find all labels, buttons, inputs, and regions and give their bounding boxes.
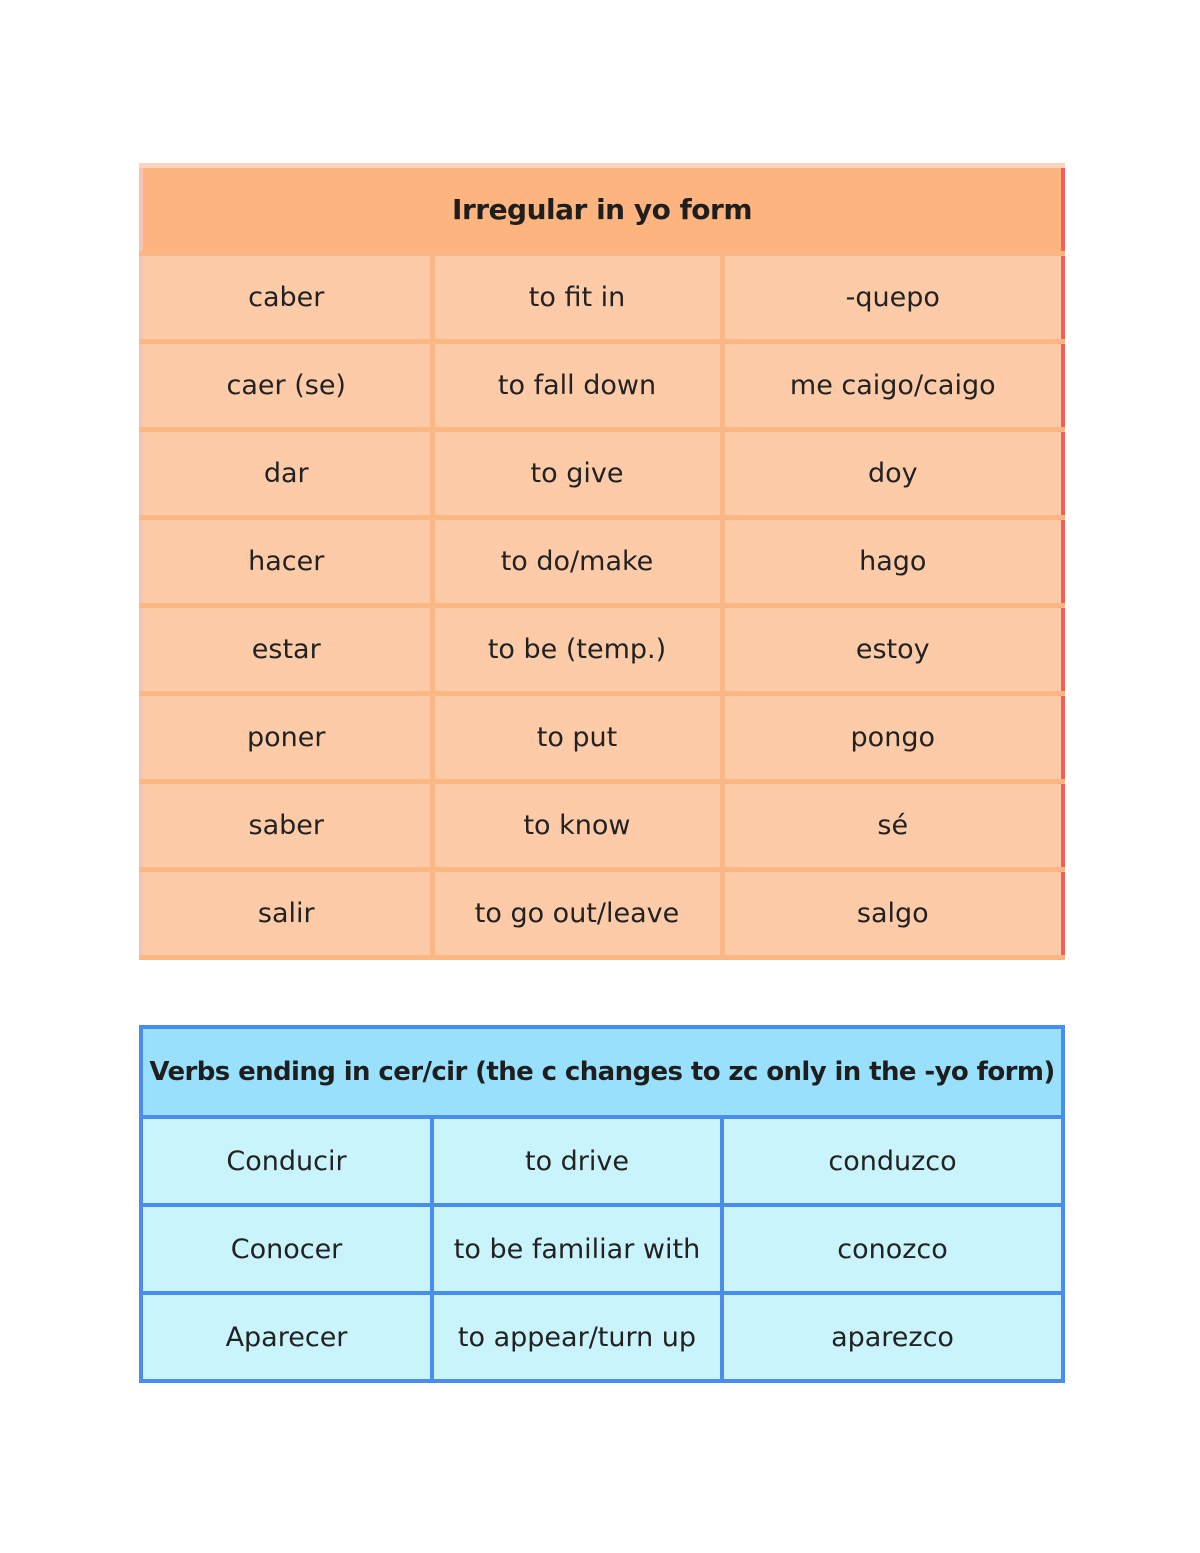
infinitive-cell: caber	[141, 254, 432, 342]
yo-form-cell: aparezco	[722, 1293, 1063, 1381]
yo-form-cell: conduzco	[722, 1117, 1063, 1205]
table-row	[141, 1205, 1063, 1293]
table-row	[141, 1293, 1063, 1381]
table-row	[141, 254, 1063, 342]
meaning-cell: to know	[432, 782, 722, 870]
infinitive-cell: saber	[141, 782, 432, 870]
meaning-cell: to be familiar with	[432, 1205, 722, 1293]
infinitive-cell: Conocer	[141, 1205, 432, 1293]
yo-form-cell: pongo	[722, 694, 1063, 782]
zc-table-title: Verbs ending in cer/cir (the c changes to zc only in the -yo form)	[141, 1027, 1063, 1117]
table-row	[141, 1117, 1063, 1205]
table-row	[141, 342, 1063, 430]
yo-form-cell: doy	[722, 430, 1063, 518]
meaning-cell: to be (temp.)	[432, 606, 722, 694]
infinitive-cell: Conducir	[141, 1117, 432, 1205]
table-row	[141, 694, 1063, 782]
table-header-row	[141, 166, 1063, 254]
meaning-cell: to fit in	[432, 254, 722, 342]
yo-form-cell: estoy	[722, 606, 1063, 694]
yo-form-cell: conozco	[722, 1205, 1063, 1293]
irregular-table-title: Irregular in yo form	[141, 166, 1063, 254]
infinitive-cell: dar	[141, 430, 432, 518]
meaning-cell: to drive	[432, 1117, 722, 1205]
meaning-cell: to fall down	[432, 342, 722, 430]
infinitive-cell: salir	[141, 870, 432, 958]
table-row	[141, 782, 1063, 870]
meaning-cell: to give	[432, 430, 722, 518]
meaning-cell: to appear/turn up	[432, 1293, 722, 1381]
table-row	[141, 518, 1063, 606]
yo-form-cell: hago	[722, 518, 1063, 606]
infinitive-cell: Aparecer	[141, 1293, 432, 1381]
meaning-cell: to go out/leave	[432, 870, 722, 958]
meaning-cell: to put	[432, 694, 722, 782]
table-row	[141, 606, 1063, 694]
yo-form-cell: salgo	[722, 870, 1063, 958]
yo-form-cell: me caigo/caigo	[722, 342, 1063, 430]
infinitive-cell: estar	[141, 606, 432, 694]
yo-form-cell: sé	[722, 782, 1063, 870]
zc-verbs-table	[139, 1025, 1065, 1383]
yo-form-cell: -quepo	[722, 254, 1063, 342]
infinitive-cell: hacer	[141, 518, 432, 606]
table-row	[141, 430, 1063, 518]
infinitive-cell: caer (se)	[141, 342, 432, 430]
table-header-row	[141, 1027, 1063, 1117]
infinitive-cell: poner	[141, 694, 432, 782]
meaning-cell: to do/make	[432, 518, 722, 606]
table-row	[141, 870, 1063, 958]
irregular-yo-table	[139, 163, 1065, 960]
